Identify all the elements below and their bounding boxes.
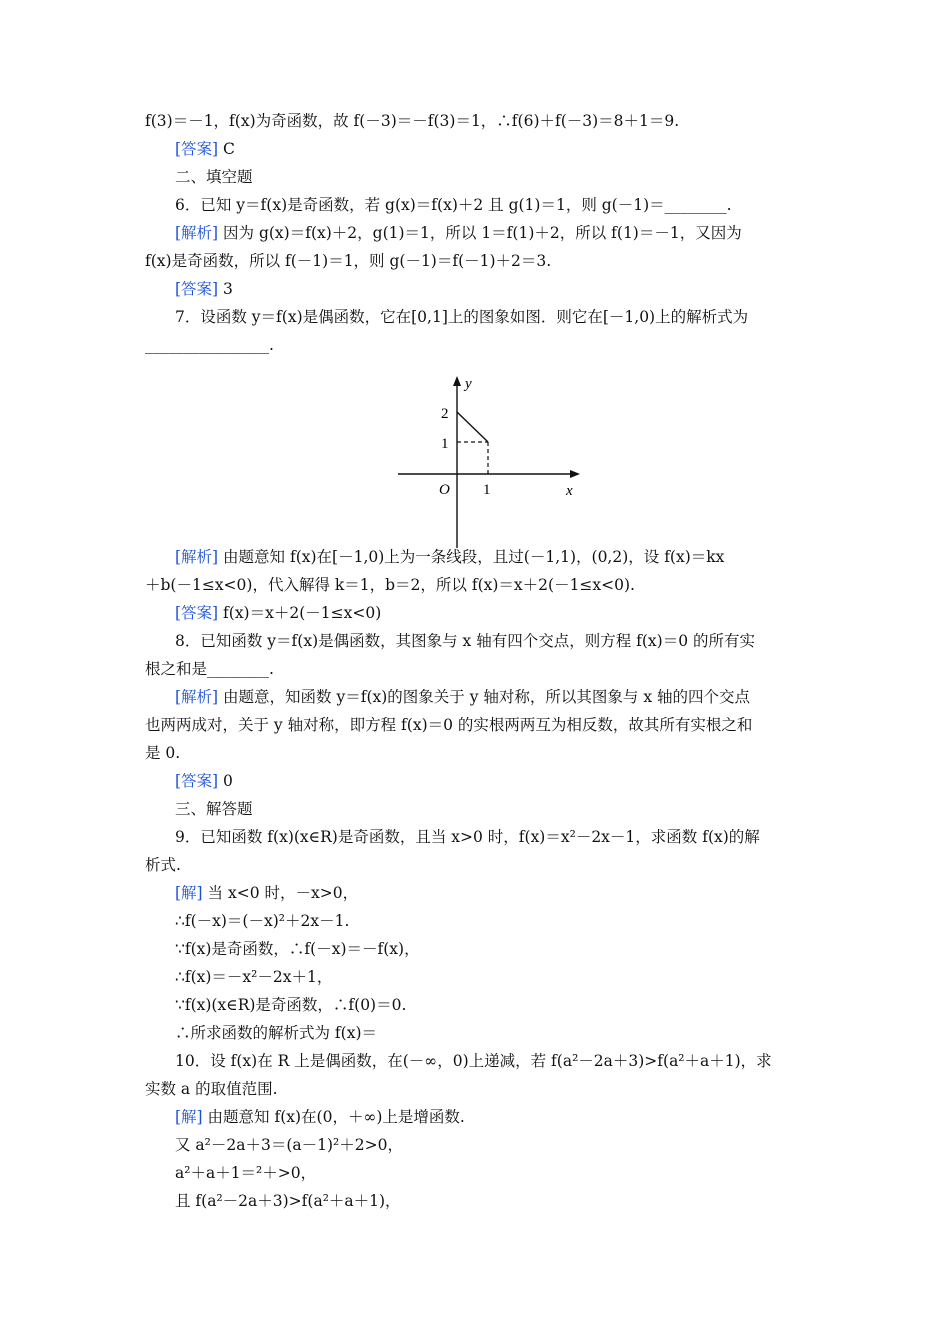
text-line <box>0 882 950 904</box>
line-text: ＋b(－1≤x<0)，代入解得 k＝1，b＝2，所以 f(x)＝x＋2(－1≤x<0). <box>145 576 635 594</box>
line-text: C <box>218 140 235 158</box>
text-line <box>0 1078 950 1100</box>
x-tick-1: 1 <box>483 482 491 498</box>
text-line <box>0 306 950 328</box>
answer-tag: [解] <box>175 1108 203 1126</box>
answer-tag: [答案] <box>175 604 219 622</box>
line-text: 8．已知函数 y＝f(x)是偶函数，其图象与 x 轴有四个交点，则方程 f(x)＝0 的所有实 <box>175 632 756 650</box>
text-line <box>0 966 950 988</box>
line-text: 10．设 f(x)在 R 上是偶函数，在(－∞，0)上递减，若 f(a²－2a＋3)>f(a²＋a＋1)，求 <box>175 1052 772 1070</box>
text-line <box>0 658 950 680</box>
line-text: 由题意，知函数 y＝f(x)的图象关于 y 轴对称，所以其图象与 x 轴的四个交点 <box>218 688 751 706</box>
answer-tag: [答案] <box>175 280 219 298</box>
line-text: 由题意知 f(x)在[－1,0)上为一条线段，且过(－1,1)，(0,2)，设 f(x)＝kx <box>218 548 725 566</box>
line-text: 3 <box>218 280 233 298</box>
line-text: ∵f(x)(x∈R)是奇函数，∴f(0)＝0. <box>175 996 407 1014</box>
graph-segment <box>457 412 488 442</box>
text-line <box>0 714 950 736</box>
line-text: ∴f(－x)＝(－x)²＋2x－1. <box>175 912 350 930</box>
line-text: f(x)是奇函数，所以 f(－1)＝1，则 g(－1)＝f(－1)＋2＝3. <box>145 252 552 270</box>
line-text: ________________. <box>145 336 274 354</box>
function-graph <box>390 372 590 550</box>
line-text: 也两两成对，关于 y 轴对称，即方程 f(x)＝0 的实根两两互为相反数，故其所有实根之和 <box>145 716 753 734</box>
x-axis-label: x <box>566 483 573 499</box>
text-line <box>0 630 950 652</box>
line-text: ∵f(x)是奇函数，∴f(－x)＝－f(x)， <box>175 940 420 958</box>
text-line <box>0 1022 950 1044</box>
line-text: f(x)＝x＋2(－1≤x<0) <box>218 604 382 622</box>
text-line <box>0 278 950 300</box>
line-text: 由题意知 f(x)在(0，＋∞)上是增函数. <box>202 1108 465 1126</box>
line-text: 9．已知函数 f(x)(x∈R)是奇函数，且当 x>0 时，f(x)＝x²－2x－1，求函数 f(x)的解 <box>175 828 760 846</box>
line-text: 又 a²－2a＋3＝(a－1)²＋2>0， <box>175 1136 403 1154</box>
line-text: ∴所求函数的解析式为 f(x)＝ <box>175 1024 378 1042</box>
text-line <box>0 1162 950 1184</box>
answer-tag: [答案] <box>175 772 219 790</box>
text-line <box>0 110 950 132</box>
text-line <box>0 910 950 932</box>
y-axis-label: y <box>465 376 472 392</box>
text-line <box>0 742 950 764</box>
line-text: 且 f(a²－2a＋3)>f(a²＋a＋1)， <box>175 1192 401 1210</box>
text-line <box>0 854 950 876</box>
text-line <box>0 138 950 160</box>
answer-tag: [解析] <box>175 224 219 242</box>
line-text: 7．设函数 y＝f(x)是偶函数，它在[0,1]上的图象如图．则它在[－1,0)上的解析式为 <box>175 308 749 326</box>
text-line <box>0 686 950 708</box>
line-text: 0 <box>218 772 233 790</box>
text-line <box>0 222 950 244</box>
line-text: 析式. <box>145 856 181 874</box>
line-text: 实数 a 的取值范围. <box>145 1080 278 1098</box>
line-text: 是 0. <box>145 744 181 762</box>
answer-tag: [解] <box>175 884 203 902</box>
line-text: 三、解答题 <box>175 800 253 818</box>
y-axis-arrow <box>453 376 461 386</box>
text-line <box>0 1106 950 1128</box>
line-text: ∴f(x)＝－x²－2x＋1， <box>175 968 333 986</box>
text-line <box>0 938 950 960</box>
line-text: 当 x<0 时，－x>0， <box>202 884 359 902</box>
text-line <box>0 770 950 792</box>
text-line <box>0 166 950 188</box>
y-tick-2: 2 <box>441 406 449 422</box>
line-text: 6．已知 y＝f(x)是奇函数，若 g(x)＝f(x)＋2 且 g(1)＝1，则 g(－1)＝________. <box>175 196 732 214</box>
text-line <box>0 1050 950 1072</box>
origin-label: O <box>439 482 450 498</box>
line-text: f(3)＝－1，f(x)为奇函数，故 f(－3)＝－f(3)＝1，∴f(6)＋f(－3)＝8＋1＝9. <box>145 112 680 130</box>
text-line <box>0 826 950 848</box>
text-line <box>0 1134 950 1156</box>
line-text: 因为 g(x)＝f(x)＋2，g(1)＝1，所以 1＝f(1)＋2，所以 f(1)＝－1，又因为 <box>218 224 742 242</box>
line-text: a²＋a＋1＝²＋>0， <box>175 1164 317 1182</box>
answer-tag: [解析] <box>175 688 219 706</box>
text-line <box>0 334 950 356</box>
answer-tag: [解析] <box>175 548 219 566</box>
x-axis-arrow <box>570 470 580 478</box>
line-text: 根之和是________. <box>145 660 274 678</box>
text-line <box>0 798 950 820</box>
text-line <box>0 994 950 1016</box>
text-line <box>0 250 950 272</box>
y-tick-1: 1 <box>441 436 449 452</box>
text-line <box>0 1190 950 1212</box>
text-line <box>0 574 950 596</box>
text-line <box>0 194 950 216</box>
line-text: 二、填空题 <box>175 168 253 186</box>
answer-tag: [答案] <box>175 140 219 158</box>
text-line <box>0 602 950 624</box>
